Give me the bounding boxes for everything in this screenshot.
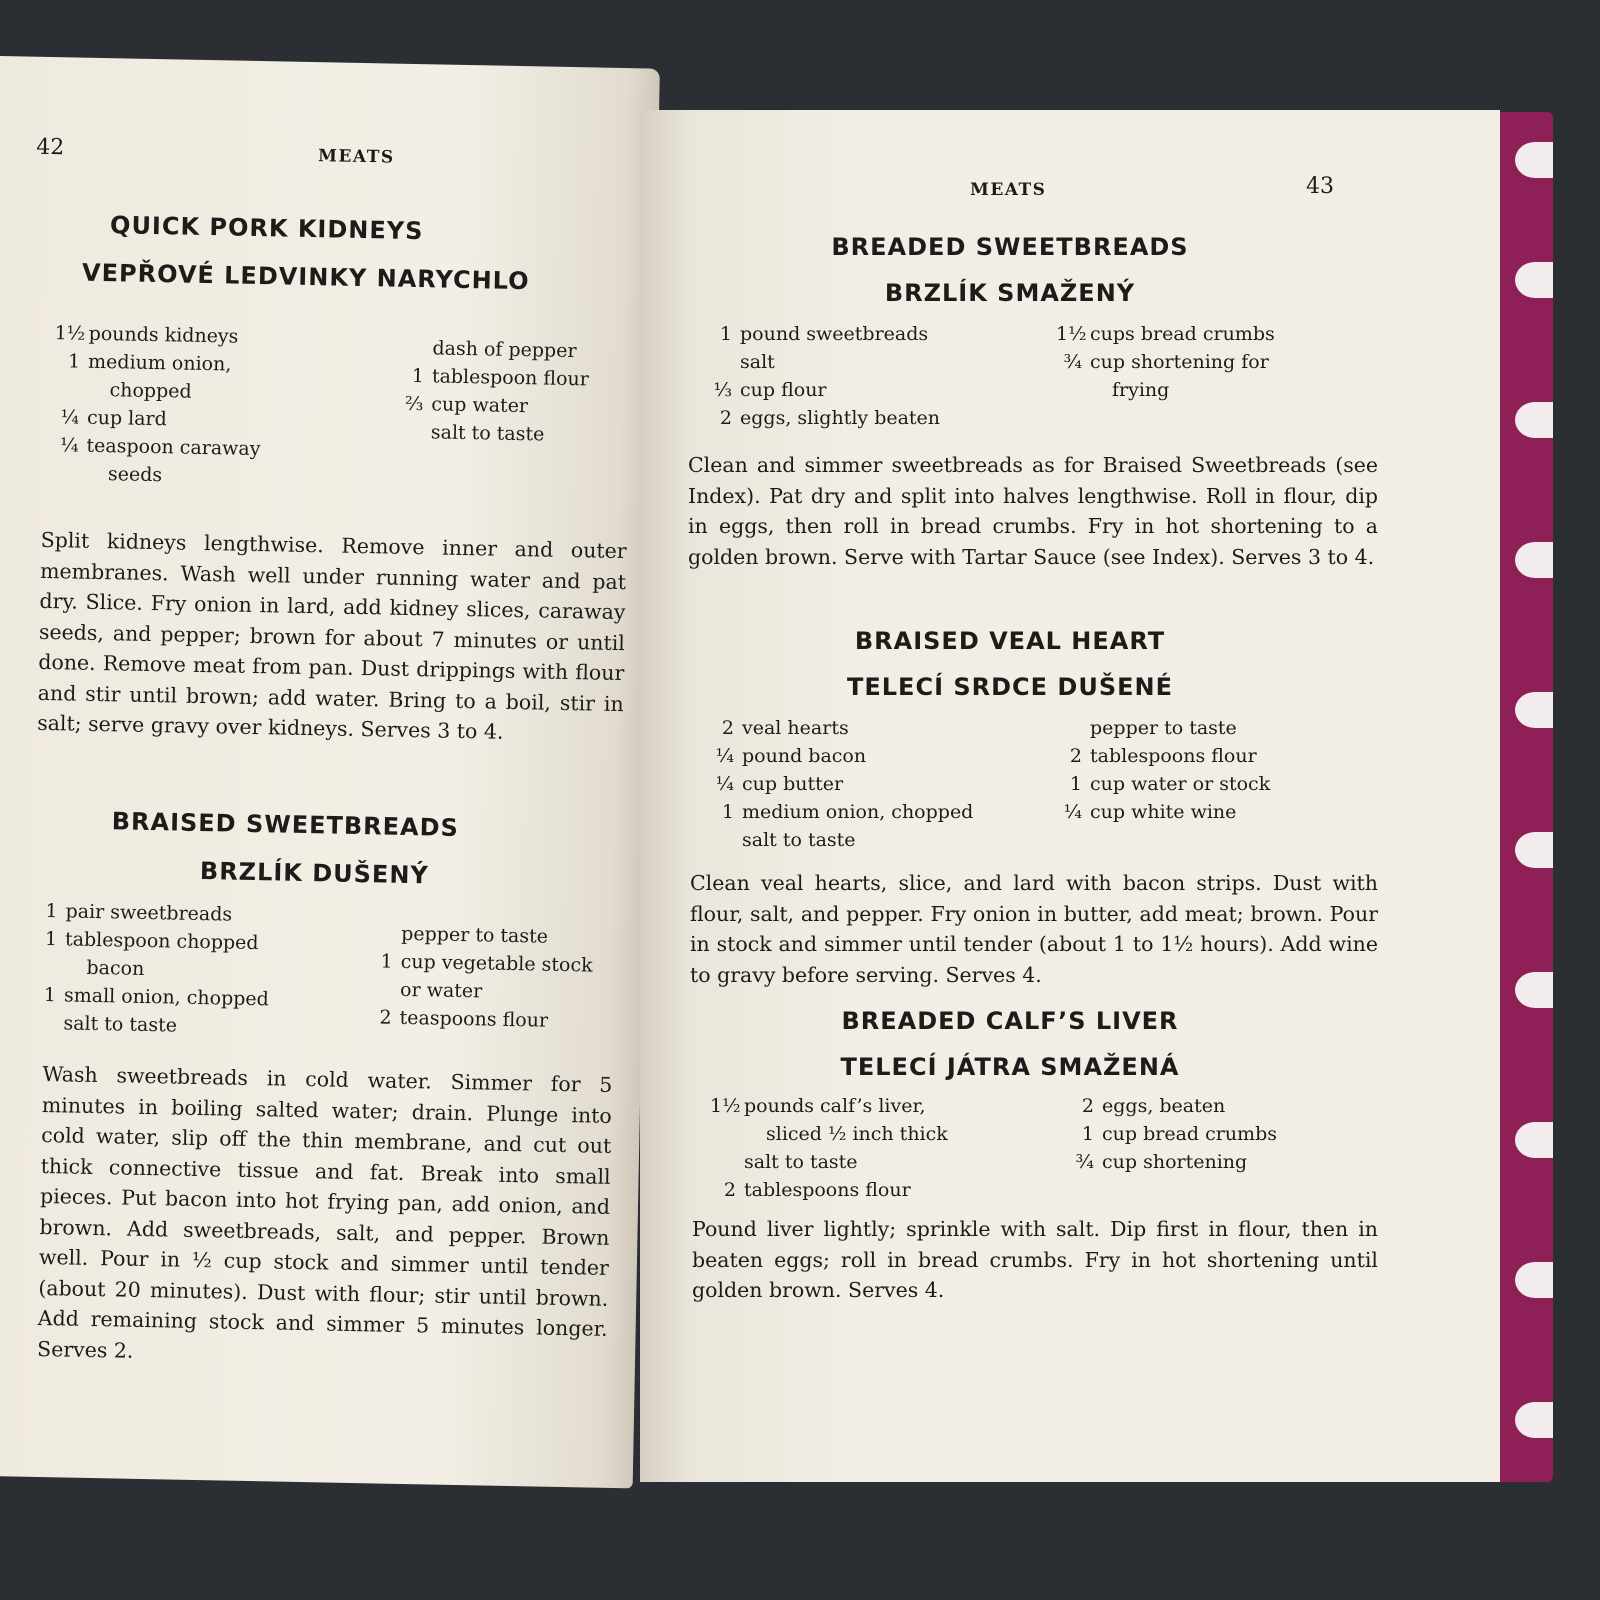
recipe-directions: Clean and simmer sweetbreads as for Braised Sweetbreads (see Index). Pat dry and split into halves lengthwise. Roll in flour, dip in eggs, then roll in bread crumbs. Fry in hot shortening to a golden brown. Serve with Tartar Sauce (see Index). Serves 3 to 4. [688, 453, 1378, 569]
ingredient: salt to taste [430, 421, 545, 446]
ingredient: 1 medium onion, [67, 350, 232, 376]
recipe-directions: Clean veal hearts, slice, and lard with bacon strips. Dust with flour, salt, and pepper. Fry onion in butter, add meat; brown. Pour in stock and simmer until tender (about 1 to 1½ hours). Add wine to gravy before serving. Serves 4. [690, 871, 1378, 987]
ingredient: ¼ cup white wine [1063, 801, 1237, 823]
recipe-title-czech: VEPŘOVÉ LEDVINKY NARYCHLO [81, 258, 530, 296]
recipe-title: QUICK PORK KIDNEYS [109, 211, 424, 246]
ingredient-list [397, 334, 590, 450]
ingredient: 2 eggs, beaten [1081, 1095, 1226, 1117]
ingredient: bacon [86, 956, 145, 980]
recipe-directions: Pound liver lightly; sprinkle with salt. Dip first in flour, then in beaten eggs; roll in bread crumbs. Fry in hot shortening until golden brown. Serves 4. [692, 1217, 1378, 1302]
ingredient: 1 small onion, chopped [43, 984, 269, 1011]
ingredient: or water [399, 978, 483, 1003]
ingredient: 2 eggs, slightly beaten [719, 407, 941, 429]
recipe-directions: Wash sweetbreads in cold water. Simmer for 5 minutes in boiling salted water; drain. Plunge into cold water, slip off the thin membrane, and cut out thick connective tissue and fat. Break into small pieces. Put bacon into hot frying pan, add onion, and brown. Add sweetbreads, salt, and pepper. Brown well. Pour in ½ cup stock and simmer until tender (about 20 minutes). Dust with flour; stir until brown. Add remaining stock and simmer 5 minutes longer. Serves 2. [36, 1062, 613, 1363]
recipe-title: BRAISED SWEETBREADS [111, 807, 460, 842]
running-head: MEATS [317, 146, 395, 168]
ingredient-list [1068, 1092, 1277, 1176]
ingredient: sliced ½ inch thick [766, 1123, 948, 1145]
ingredient: 2 tablespoons flour [723, 1179, 911, 1201]
ingredient-list [52, 319, 263, 491]
ingredient: salt [740, 351, 775, 373]
recipe-title: BREADED SWEETBREADS [831, 233, 1189, 261]
ingredient-list [708, 714, 973, 854]
ingredient: salt to taste [63, 1012, 178, 1037]
recipe-directions: Split kidneys lengthwise. Remove inner and outer membranes. Wash well under running water and pat dry. Slice. Fry onion in lard, add kidney slices, caraway seeds, and pepper; brown for about 7 minutes or until done. Remove meat from pan. Dust drippings with flour and stir until brown; add water. Bring to a boil, stir in salt; serve gravy over kidneys. Serves 3 to 4. [36, 527, 627, 744]
book-cover [1495, 112, 1553, 1482]
ingredient: pepper to taste [401, 922, 549, 948]
ingredient: 1½ cups bread crumbs [1056, 323, 1275, 345]
recipe-title-czech: BRZLÍK SMAŽENÝ [884, 279, 1136, 307]
recipe-title: BREADED CALF’S LIVER [841, 1007, 1179, 1035]
ingredient: 1 tablespoon chopped [44, 928, 259, 955]
ingredient: 1 cup bread crumbs [1081, 1123, 1277, 1145]
ingredient-list [1056, 714, 1270, 826]
ingredient: ¼ teaspoon caraway [59, 434, 261, 461]
ingredient: 1½ pounds kidneys [54, 322, 239, 348]
ingredient: ⅔ cup water [404, 392, 529, 418]
ingredient-list [706, 320, 940, 432]
ingredient: 1 cup vegetable stock [380, 950, 593, 977]
recipe-title-czech: BRZLÍK DUŠENÝ [199, 856, 430, 890]
ingredient: 2 veal hearts [721, 717, 849, 739]
page-number: 43 [1306, 174, 1334, 199]
ingredient: ⅓ cup flour [713, 379, 827, 401]
ingredient: ¼ pound bacon [715, 745, 867, 767]
ingredient: 2 tablespoons flour [1069, 745, 1257, 767]
ingredient: pepper to taste [1090, 717, 1237, 739]
ingredient: ¼ cup butter [715, 773, 844, 795]
ingredient-list [1056, 320, 1275, 404]
ingredient: frying [1112, 379, 1170, 401]
ingredient: 1 cup water or stock [1069, 773, 1271, 795]
ingredient: chopped [109, 379, 192, 403]
ingredient: 1 medium onion, chopped [721, 801, 974, 823]
ingredient: salt to taste [742, 829, 856, 851]
recipe-title-czech: TELECÍ JÁTRA SMAŽENÁ [840, 1053, 1180, 1081]
recipe-title: BRAISED VEAL HEART [854, 627, 1166, 655]
ingredient: salt to taste [744, 1151, 858, 1173]
ingredient: ¾ cup shortening for [1063, 351, 1269, 373]
ingredient: ¾ cup shortening [1075, 1151, 1248, 1173]
right-page [640, 110, 1500, 1482]
ingredient: seeds [107, 463, 163, 487]
ingredient: 1 pound sweetbreads [719, 323, 929, 345]
ingredient-list [710, 1092, 948, 1204]
ingredient: 1 pair sweetbreads [45, 900, 233, 926]
ingredient: 1½ pounds calf’s liver, [710, 1095, 926, 1117]
page-number: 42 [36, 134, 65, 161]
ingredient: ¼ cup lard [60, 406, 168, 431]
ingredient: 1 tablespoon flour [411, 364, 590, 391]
ingredient-list [29, 897, 270, 1042]
running-head: MEATS [970, 180, 1047, 200]
ingredient: 2 teaspoons flour [379, 1006, 549, 1032]
ingredient: dash of pepper [432, 337, 577, 363]
recipe-title-czech: TELECÍ SRDCE DUŠENÉ [847, 673, 1173, 701]
